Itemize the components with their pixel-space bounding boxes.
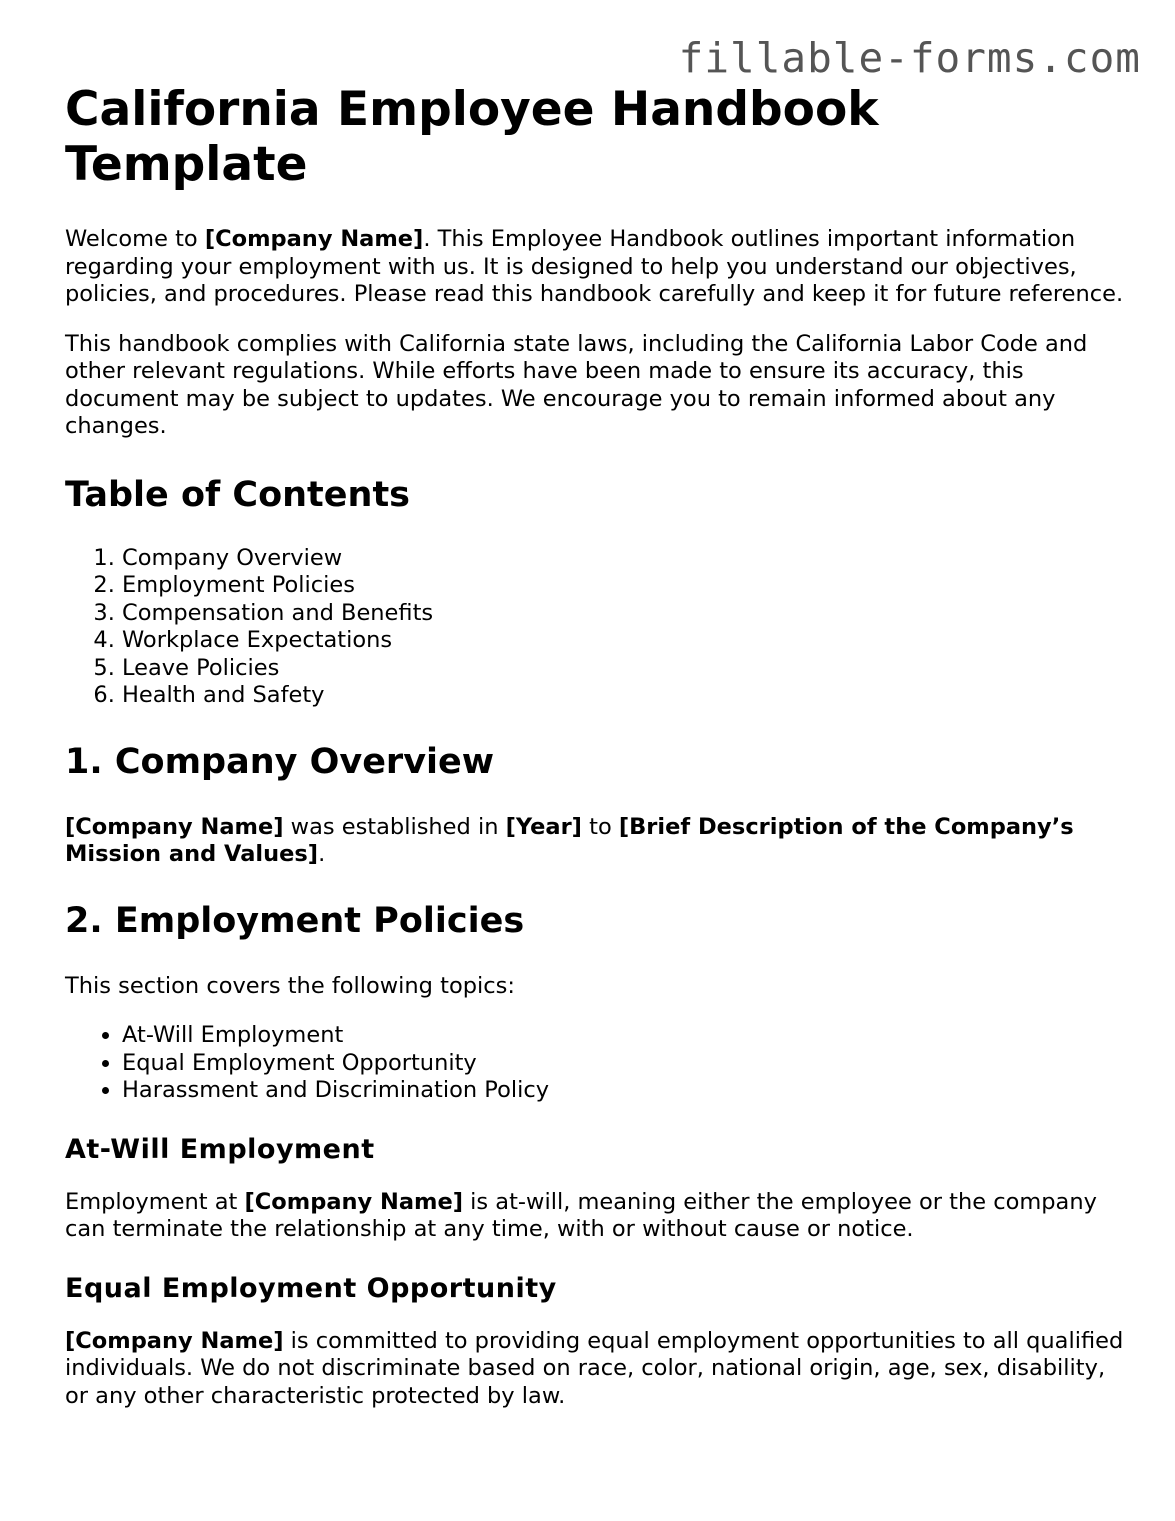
page-title (65, 82, 1125, 192)
section-1-text-b: to (581, 813, 619, 840)
eeo-text-body: is committed to providing equal employment opportunities to all qualified individuals. We do not discriminate based on race, color, national origin, age, sex, disability, or any other characteristic protected by law. (65, 1327, 1124, 1409)
watermark: fillable-forms.com (678, 34, 1141, 82)
toc-item: 5. Leave Policies (122, 655, 1125, 683)
company-name-placeholder: [Company Name] (65, 813, 284, 840)
document-body (65, 82, 1125, 1432)
section-2-intro: This section covers the following topics: (65, 972, 515, 999)
toc-item: 6. Health and Safety (122, 682, 1125, 710)
toc-item: 3. Compensation and Benefits (122, 600, 1125, 628)
section-1-text (65, 814, 1125, 869)
section-1-heading: 1. Company Overview (65, 741, 495, 782)
eeo-heading: Equal Employment Opportunity (65, 1272, 557, 1304)
intro-text-b: . This Employee Handbook outlines important information regarding your employment with us. It is designed to help you understand our objectives, policies, and procedures. Please read this handbook carefully and keep it for future reference. (65, 226, 1124, 307)
company-name-placeholder: [Company Name] (65, 1327, 284, 1354)
title-line-1: California Employee Handbook (65, 82, 879, 137)
section-2-topics (65, 1022, 1125, 1105)
toc-item: 1. Company Overview (122, 545, 1125, 573)
intro-paragraph-2: This handbook complies with California state laws, including the California Labor Code and other relevant regulations. While efforts have been made to ensure its accuracy, this document may be subject to updates. We encourage you to remain informed about any changes. (65, 330, 1088, 439)
intro-text-a: Welcome to (65, 226, 205, 252)
intro-paragraph-1 (65, 226, 1125, 309)
toc-item: 4. Workplace Expectations (122, 627, 1125, 655)
eeo-text (65, 1328, 1125, 1411)
section-2-heading: 2. Employment Policies (65, 900, 525, 941)
at-will-heading: At-Will Employment (65, 1133, 375, 1165)
at-will-text (65, 1189, 1125, 1244)
company-name-placeholder: [Company Name] (244, 1188, 464, 1215)
company-name-placeholder: [Company Name] (204, 226, 424, 252)
section-1-text-c: . (318, 841, 326, 867)
toc-heading: Table of Contents (65, 474, 411, 515)
topic-item: • Harassment and Discrimination Policy (122, 1077, 1125, 1105)
topic-item: • At-Will Employment (122, 1022, 1125, 1050)
mission-placeholder: [Brief Description of the Company’s Mission and Values] (65, 813, 1074, 867)
year-placeholder: [Year] (505, 813, 582, 840)
at-will-text-b: is at-will, meaning either the employee or the company can terminate the relationship at any time, with or without cause or notice. (65, 1188, 1097, 1242)
title-line-2: Template (65, 137, 308, 192)
section-1-text-a: was established in (283, 813, 506, 840)
topic-item: • Equal Employment Opportunity (122, 1050, 1125, 1078)
toc-list (65, 545, 1125, 710)
at-will-text-a: Employment at (65, 1188, 245, 1215)
toc-item: 2. Employment Policies (122, 572, 1125, 600)
